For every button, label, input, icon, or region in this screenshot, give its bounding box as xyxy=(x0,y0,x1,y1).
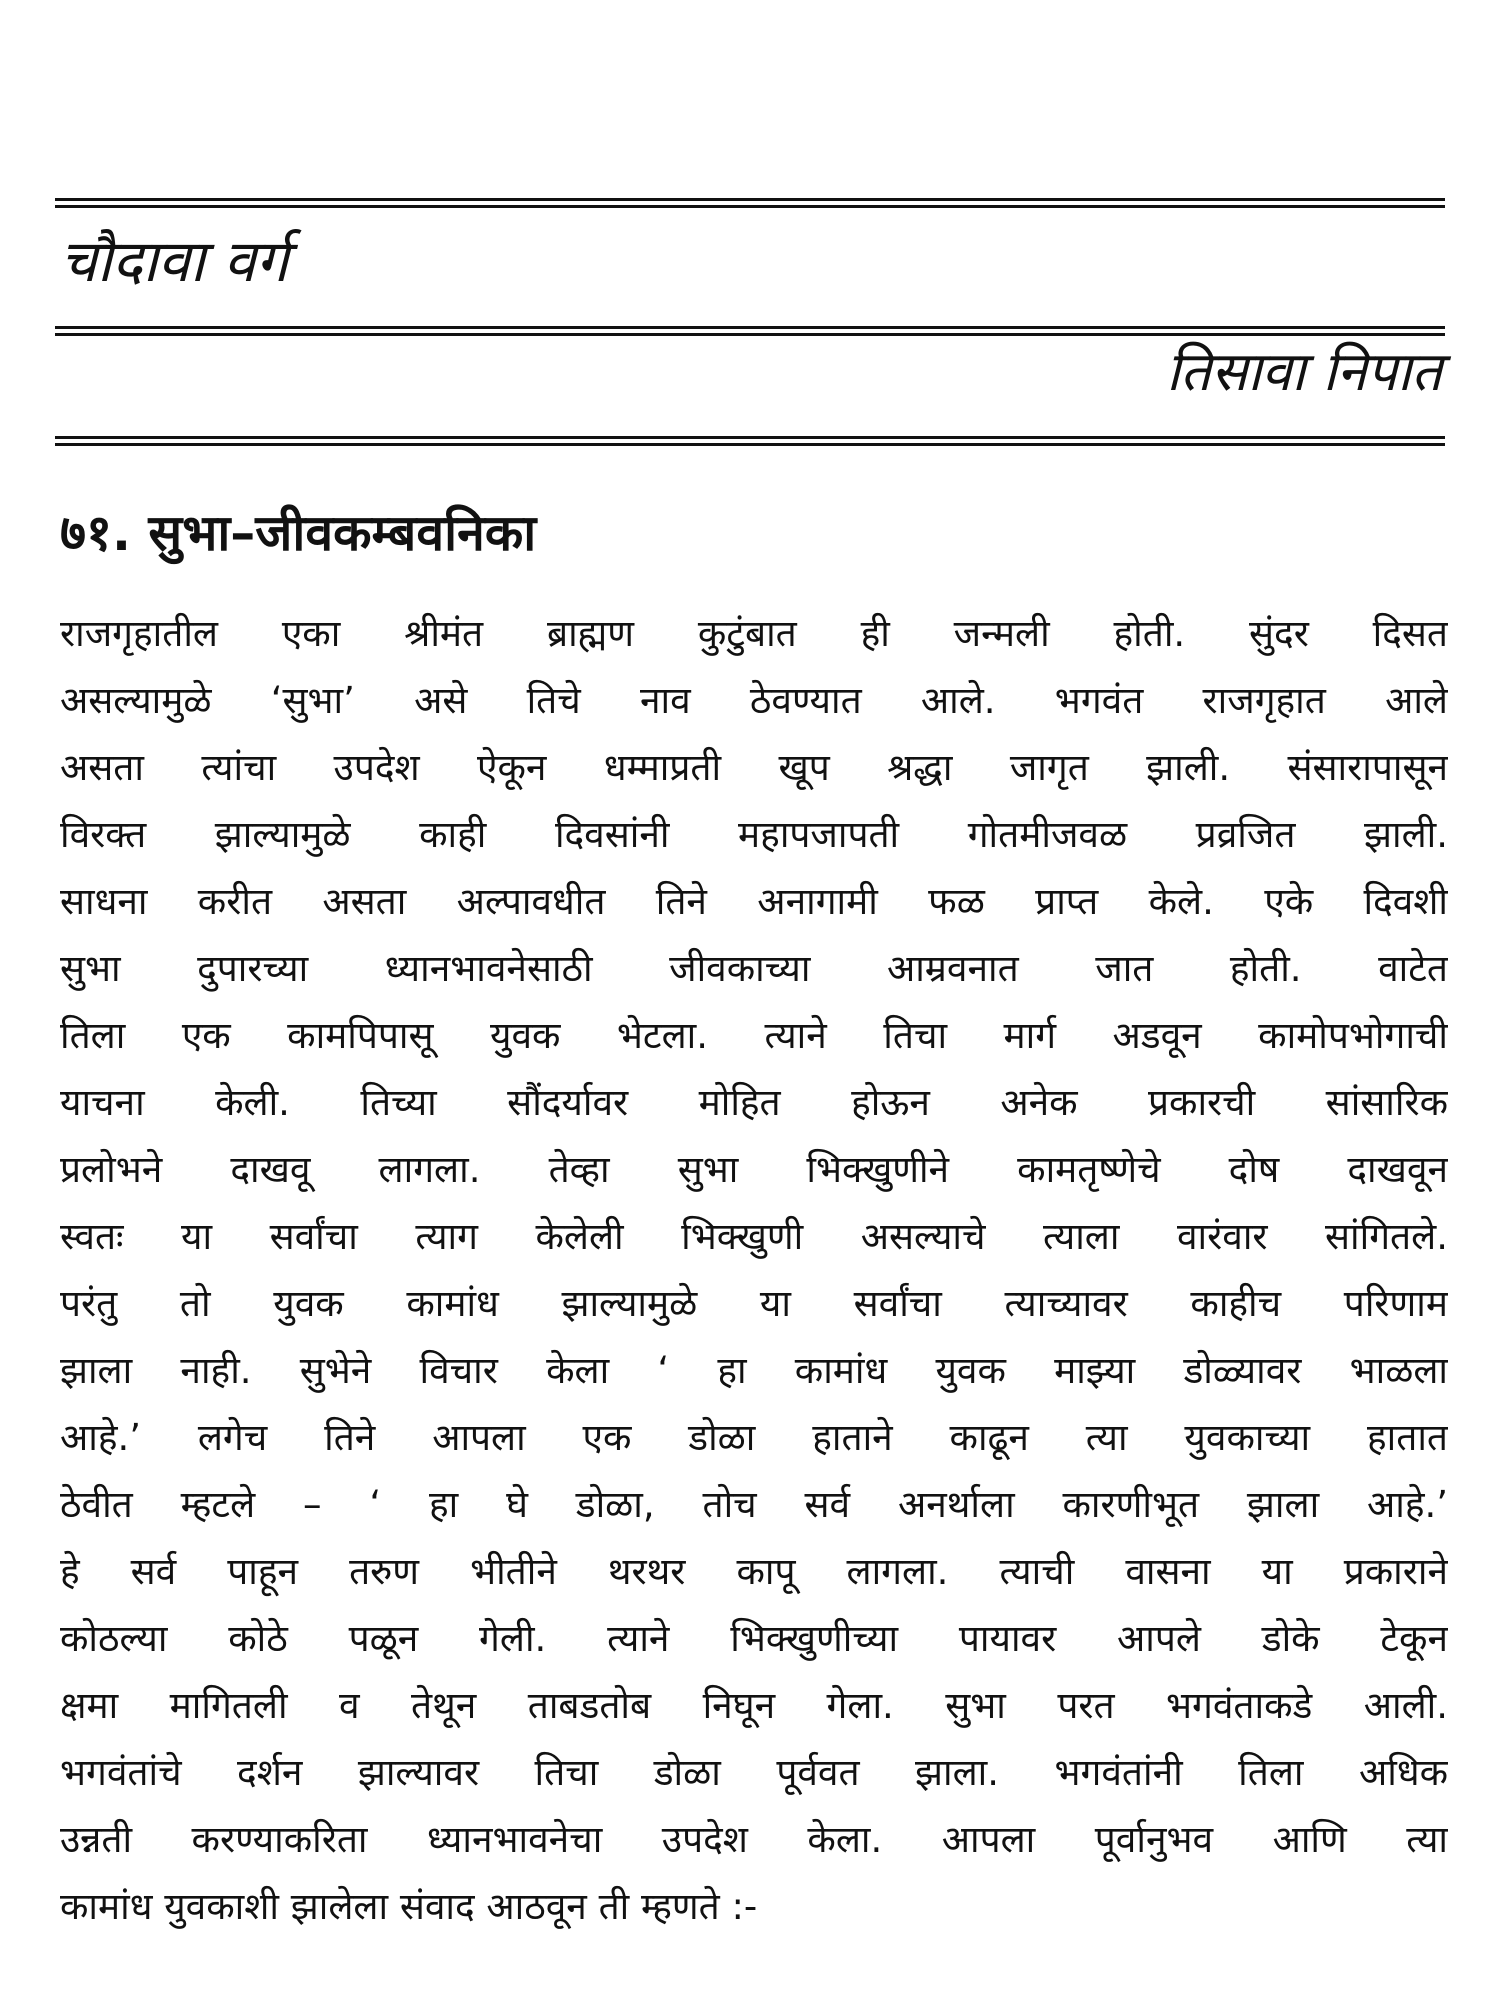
paragraph-line: परंतु तो युवक कामांध झाल्यामुळे या सर्वांचा त्याच्यावर काहीच परिणाम xyxy=(60,1282,1448,1325)
paragraph-line: भगवंतांचे दर्शन झाल्यावर तिचा डोळा पूर्ववत झाला. भगवंतांनी तिला अधिक xyxy=(60,1751,1448,1794)
bottom-double-rule xyxy=(55,436,1445,446)
paragraph-line: कोठल्या कोठे पळून गेली. त्याने भिक्खुणीच्या पायावर आपले डोके टेकून xyxy=(60,1617,1448,1660)
paragraph-line: असल्यामुळे ‘सुभा’ असे तिचे नाव ठेवण्यात आले. भगवंत राजगृहात आले xyxy=(60,679,1448,722)
paragraph-line: आहे.’ लगेच तिने आपला एक डोळा हाताने काढून त्या युवकाच्या हातात xyxy=(60,1416,1448,1459)
paragraph-line: याचना केली. तिच्या सौंदर्यावर मोहित होऊन अनेक प्रकारची सांसारिक xyxy=(60,1081,1448,1124)
paragraph-line: क्षमा मागितली व तेथून ताबडतोब निघून गेला. सुभा परत भगवंताकडे आली. xyxy=(60,1684,1448,1727)
top-double-rule xyxy=(55,198,1445,208)
section-title: तिसावा निपात xyxy=(1166,340,1442,403)
paragraph-line: तिला एक कामपिपासू युवक भेटला. त्याने तिचा मार्ग अडवून कामोपभोगाची xyxy=(60,1014,1448,1057)
paragraph-line: उन्नती करण्याकरिता ध्यानभावनेचा उपदेश केला. आपला पूर्वानुभव आणि त्या xyxy=(60,1818,1448,1861)
paragraph-line: कामांध युवकाशी झालेला संवाद आठवून ती म्हणते :- xyxy=(60,1885,758,1928)
paragraph-line: हे सर्व पाहून तरुण भीतीने थरथर कापू लागला. त्याची वासना या प्रकाराने xyxy=(60,1550,1448,1593)
middle-double-rule xyxy=(55,326,1445,336)
paragraph-line: झाला नाही. सुभेने विचार केला ‘ हा कामांध युवक माझ्या डोळ्यावर भाळला xyxy=(60,1349,1448,1392)
paragraph-line: स्वतः या सर्वांचा त्याग केलेली भिक्खुणी असल्याचे त्याला वारंवार सांगितले. xyxy=(60,1215,1448,1258)
paragraph-line: विरक्त झाल्यामुळे काही दिवसांनी महापजापती गोतमीजवळ प्रव्रजित झाली. xyxy=(60,813,1448,856)
story-heading: ७१. सुभा–जीवकम्बवनिका xyxy=(60,504,537,562)
body-paragraph xyxy=(60,600,1448,1940)
paragraph-line: सुभा दुपारच्या ध्यानभावनेसाठी जीवकाच्या आम्रवनात जात होती. वाटेत xyxy=(60,947,1448,990)
paragraph-line: असता त्यांचा उपदेश ऐकून धम्माप्रती खूप श्रद्धा जागृत झाली. संसारापासून xyxy=(60,746,1448,789)
paragraph-line: ठेवीत म्हटले – ‘ हा घे डोळा, तोच सर्व अनर्थाला कारणीभूत झाला आहे.’ xyxy=(60,1483,1448,1526)
paragraph-line: राजगृहातील एका श्रीमंत ब्राह्मण कुटुंबात ही जन्मली होती. सुंदर दिसत xyxy=(60,612,1448,655)
chapter-title: चौदावा वर्ग xyxy=(60,227,289,295)
paragraph-line: साधना करीत असता अल्पावधीत तिने अनागामी फळ प्राप्त केले. एके दिवशी xyxy=(60,880,1448,923)
paragraph-line: प्रलोभने दाखवू लागला. तेव्हा सुभा भिक्खुणीने कामतृष्णेचे दोष दाखवून xyxy=(60,1148,1448,1191)
